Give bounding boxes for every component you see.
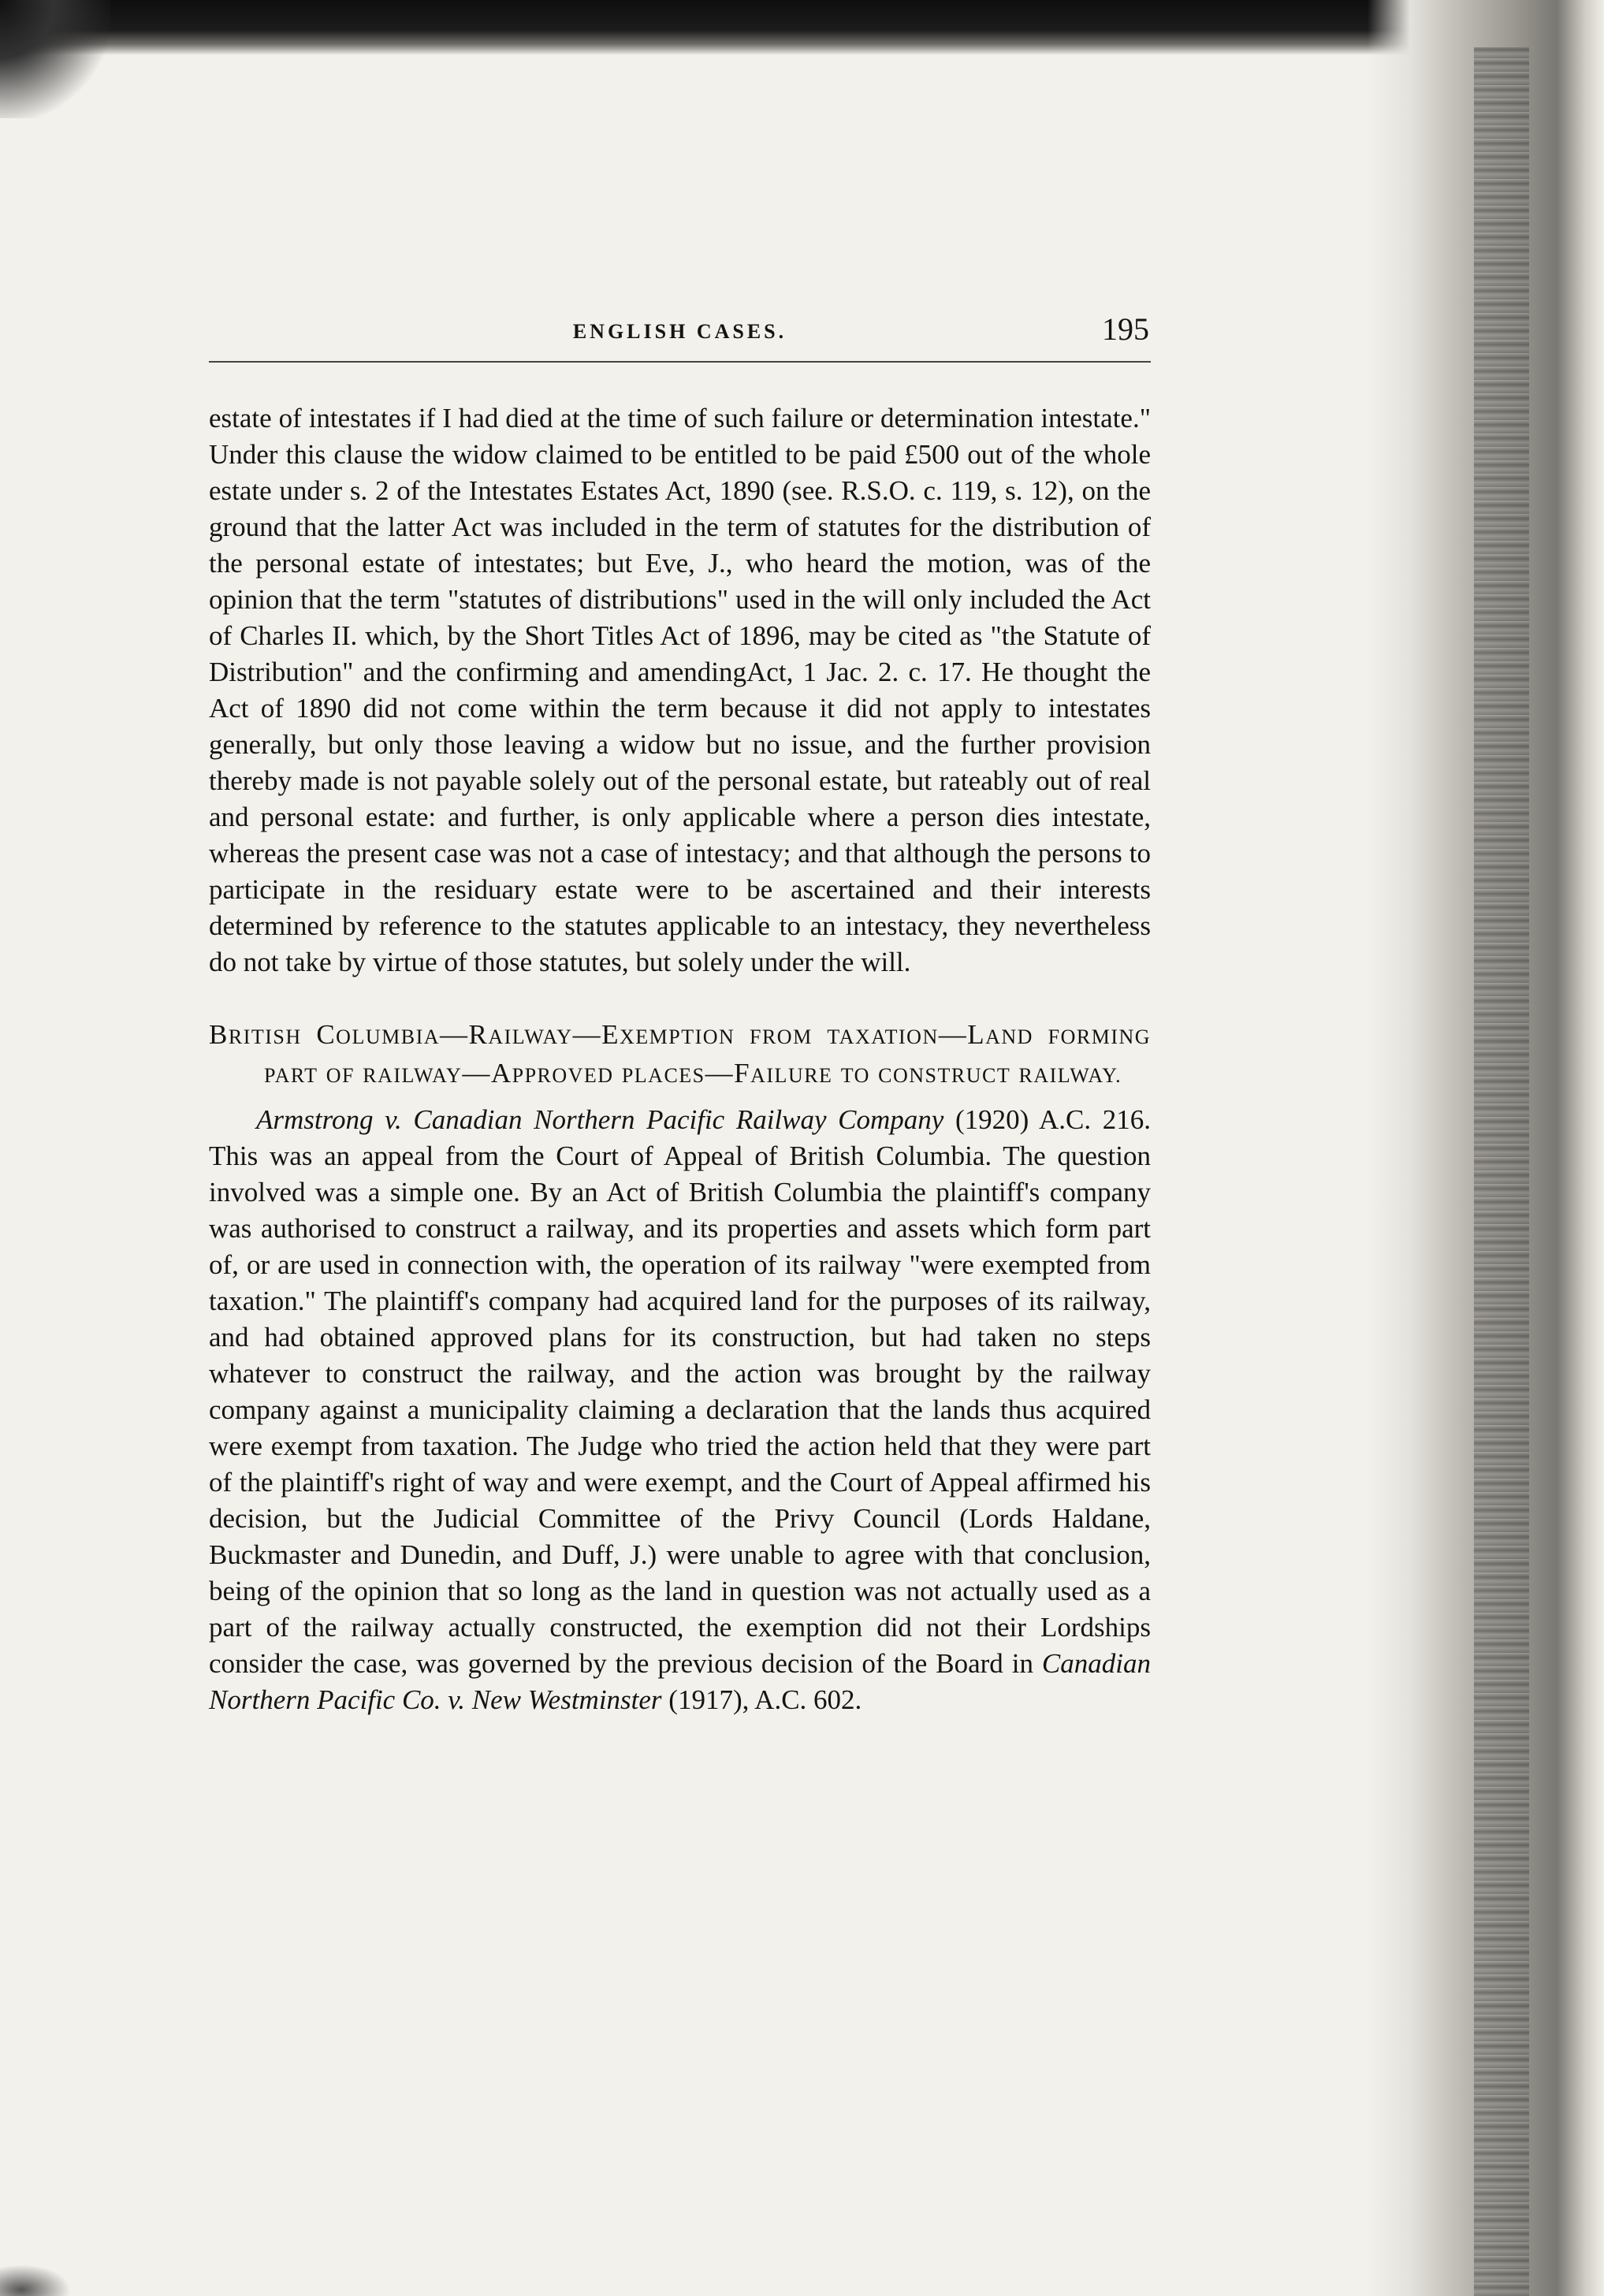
section-heading-text: BRITISH COLUMBIA—RAILWAY—EXEMPTION FROM TAXATION—LAND FORMING PART OF RAILWAY—APPROVED PLACES—FAILURE TO CONSTRUCT RAILWAY. bbox=[209, 1019, 1152, 1088]
heading-smallcaps: PPROVED bbox=[512, 1064, 614, 1087]
case-body-text: (1920) A.C. 216. This was an appeal from the Court of Appeal of British Columbia. The question involved was a simple one. By an Act of British Columbia the plaintiff's company was authorised to construct a railway, and its properties and assets which form part of, or are used in connection with, the operation of its railway "were exempted from taxation." The plaintiff's company had acquired land for the purposes of its railway, and had obtained approved plans for its construction, but had taken no steps whatever to construct the railway, and the action was brought by the railway company against a municipality claiming a declaration that the lands thus acquired were exempt from taxation. The Judge who tried the action held that they were part of the plaintiff's right of way and were exempt, and the Court of Appeal affirmed his decision, but the Judicial Committee of the Privy Council (Lords Haldane, Buckmaster and Dunedin, and Duff, J.) were unable to agree with that conclusion, being of the opinion that so long as the land in question was not actually used as a part of the railway actually constructed, the exemption did not their Lordships consider the case, was governed by the previous decision of the Board in bbox=[209, 1104, 1152, 1679]
citation-end: (1917), A.C. 602. bbox=[661, 1684, 862, 1715]
heading-smallcaps: AND bbox=[985, 1025, 1033, 1048]
page-number: 195 bbox=[1102, 311, 1149, 347]
page-content bbox=[209, 311, 1152, 1718]
heading-smallcaps: XEMPTION bbox=[619, 1025, 735, 1048]
heading-smallcaps: RITISH bbox=[228, 1025, 302, 1048]
scan-binding-texture bbox=[1474, 47, 1529, 2296]
scan-top-shadow bbox=[0, 0, 1419, 55]
running-head bbox=[209, 311, 1151, 363]
scan-smudge bbox=[0, 2264, 71, 2296]
heading-smallcaps: TAXATION bbox=[827, 1025, 939, 1048]
heading-smallcaps: RAILWAY. bbox=[1018, 1064, 1122, 1087]
heading-smallcaps: AILWAY bbox=[488, 1025, 573, 1048]
running-head-title: ENGLISH CASES. bbox=[572, 320, 787, 343]
header-rule bbox=[209, 361, 1151, 363]
heading-smallcaps: FROM bbox=[750, 1025, 813, 1048]
heading-smallcaps: AILURE bbox=[750, 1064, 833, 1087]
section-heading bbox=[209, 1017, 1151, 1094]
heading-smallcaps: TO bbox=[840, 1064, 870, 1087]
heading-smallcaps: OF bbox=[326, 1064, 355, 1087]
heading-smallcaps: CONSTRUCT bbox=[878, 1064, 1011, 1087]
heading-smallcaps: OLUMBIA bbox=[336, 1025, 441, 1048]
scan-corner-shadow bbox=[0, 0, 110, 118]
case-name: Armstrong v. Canadian Northern Pacific Railway Company bbox=[256, 1104, 944, 1135]
heading-smallcaps: PLACES bbox=[621, 1064, 705, 1087]
heading-smallcaps: RAILWAY bbox=[363, 1064, 463, 1087]
cited-case-name: Canadian Northern Pacific Co. v. New Westminster bbox=[209, 1648, 1151, 1715]
continued-paragraph: estate of intestates if I had died at the time of such failure or determination intestate." Under this clause the widow claimed to be entitled to be paid £500 out of the whole estate under s. 2 of the Intestates Estates Act, 1890 (see. R.S.O. c. 119, s. 12), on the ground that the latter Act was included in the term of statutes for the distribution of the personal estate of intestates; but Eve, J., who heard the motion, was of the opinion that the term "statutes of distributions" used in the will only included the Act of Charles II. which, by the Short Titles Act of 1896, may be cited as "the Statute of Distribution" and the confirming and amendingAct, 1 Jac. 2. c. 17. He thought the Act of 1890 did not come within the term because it did not apply to intestates generally, but only those leaving a widow but no issue, and the further provision thereby made is not payable solely out of the personal estate, but rateably out of real and personal estate: and further, is only applicable where a person dies intestate, whereas the present case was not a case of intestacy; and that although the persons to participate in the residuary estate were to be ascertained and their interests determined by reference to the statutes applicable to an intestacy, they nevertheless do not take by virtue of those statutes, but solely under the will. bbox=[209, 403, 1151, 977]
case-paragraph bbox=[209, 1102, 1151, 1718]
heading-smallcaps: PART bbox=[264, 1064, 318, 1087]
heading-smallcaps: FORMING bbox=[1048, 1025, 1152, 1048]
